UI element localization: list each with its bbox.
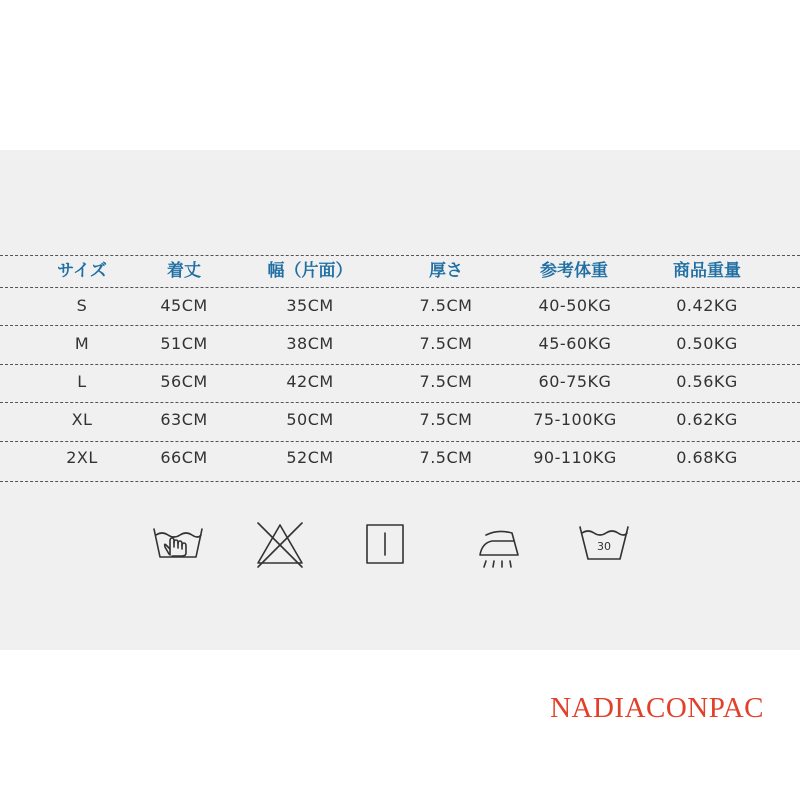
line-dry-icon bbox=[355, 515, 415, 575]
header-length: 着丈 bbox=[167, 261, 201, 281]
cell-thickness: 7.5CM bbox=[419, 334, 473, 353]
cell-thickness: 7.5CM bbox=[419, 448, 473, 467]
header-thickness: 厚さ bbox=[429, 261, 463, 281]
cell-reference-weight: 75-100KG bbox=[533, 410, 617, 429]
cell-product-weight: 0.42KG bbox=[676, 296, 738, 315]
cell-size: XL bbox=[71, 410, 93, 429]
cell-product-weight: 0.50KG bbox=[676, 334, 738, 353]
size-table bbox=[0, 255, 800, 477]
cell-thickness: 7.5CM bbox=[419, 410, 473, 429]
cell-size: L bbox=[77, 372, 87, 391]
table-row bbox=[0, 401, 800, 439]
wash-temperature-label: 30 bbox=[597, 540, 611, 553]
cell-product-weight: 0.56KG bbox=[676, 372, 738, 391]
header-size: サイズ bbox=[57, 261, 107, 281]
hand-wash-icon bbox=[148, 515, 208, 575]
cell-length: 45CM bbox=[160, 296, 208, 315]
cell-thickness: 7.5CM bbox=[419, 296, 473, 315]
cell-product-weight: 0.68KG bbox=[676, 448, 738, 467]
cell-length: 63CM bbox=[160, 410, 208, 429]
cell-reference-weight: 45-60KG bbox=[538, 334, 612, 353]
cell-size: 2XL bbox=[66, 448, 98, 467]
cell-product-weight: 0.62KG bbox=[676, 410, 738, 429]
table-header-row bbox=[0, 255, 800, 287]
iron-steam-icon bbox=[470, 515, 530, 575]
cell-width: 42CM bbox=[286, 372, 334, 391]
cell-size: M bbox=[74, 334, 90, 353]
table-row bbox=[0, 439, 800, 477]
header-product-weight: 商品重量 bbox=[673, 261, 741, 281]
cell-width: 50CM bbox=[286, 410, 334, 429]
table-row bbox=[0, 325, 800, 363]
table-row bbox=[0, 363, 800, 401]
cell-width: 35CM bbox=[286, 296, 334, 315]
separator bbox=[0, 481, 800, 482]
brand-logo: NADIACONPAC bbox=[550, 692, 764, 724]
care-instructions bbox=[0, 515, 800, 575]
header-reference-weight: 参考体重 bbox=[540, 261, 608, 281]
cell-width: 52CM bbox=[286, 448, 334, 467]
header-width: 幅（片面） bbox=[267, 261, 353, 281]
cell-size: S bbox=[76, 296, 88, 315]
cell-thickness: 7.5CM bbox=[419, 372, 473, 391]
table-row bbox=[0, 287, 800, 325]
do-not-bleach-icon bbox=[250, 515, 310, 575]
cell-reference-weight: 60-75KG bbox=[538, 372, 612, 391]
cell-width: 38CM bbox=[286, 334, 334, 353]
cell-reference-weight: 90-110KG bbox=[533, 448, 617, 467]
cell-reference-weight: 40-50KG bbox=[538, 296, 612, 315]
cell-length: 56CM bbox=[160, 372, 208, 391]
cell-length: 51CM bbox=[160, 334, 208, 353]
wash-30-icon bbox=[574, 515, 634, 575]
cell-length: 66CM bbox=[160, 448, 208, 467]
